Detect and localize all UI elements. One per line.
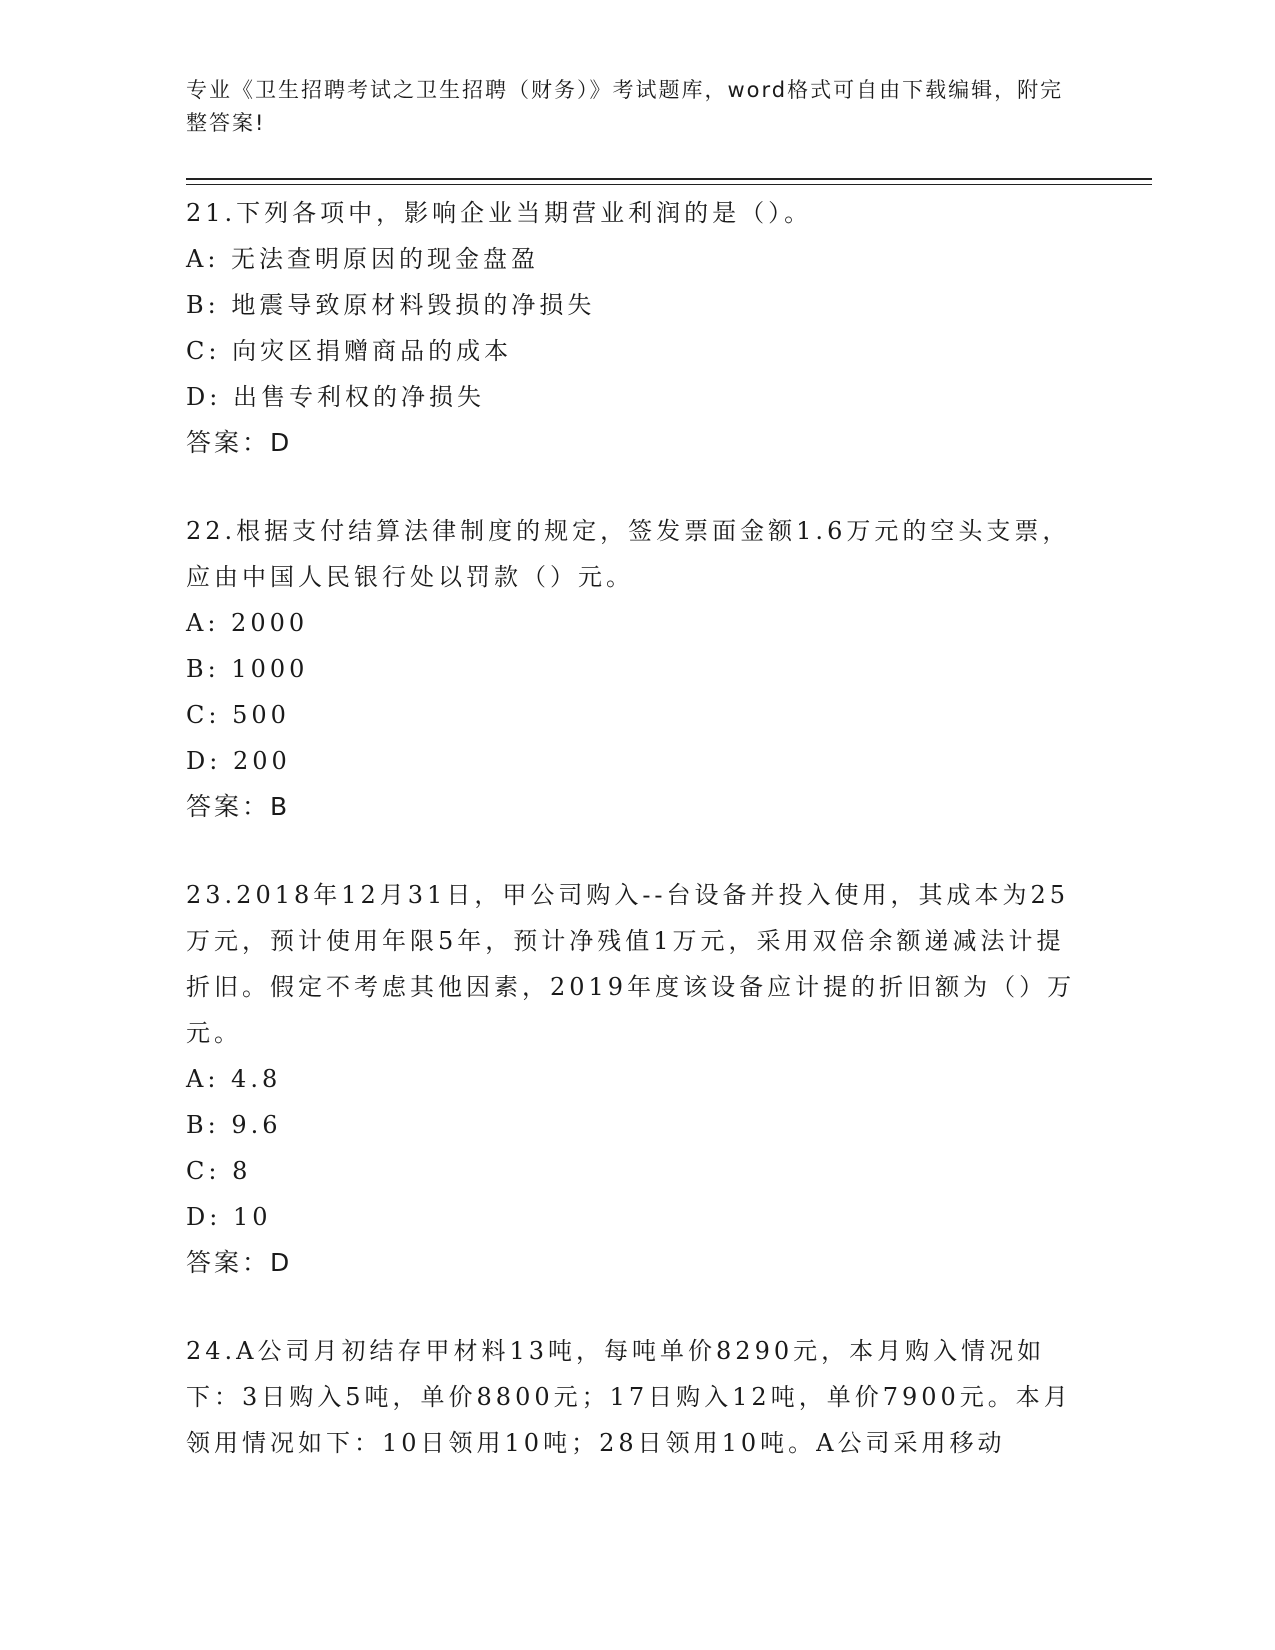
question-22 — [186, 508, 1086, 830]
question-21 — [186, 190, 1086, 466]
option-c: C: 8 — [186, 1157, 252, 1185]
option-c: C: 向灾区捐赠商品的成本 — [186, 337, 513, 365]
question-23 — [186, 872, 1086, 1286]
question-text: 22.根据支付结算法律制度的规定，签发票面金额1.6万元的空头支票，应由中国人民银行处以罚款（）元。 — [186, 517, 1071, 591]
document-header: 专业《卫生招聘考试之卫生招聘（财务）》考试题库，word格式可自由下载编辑，附完整答案! — [186, 78, 1064, 135]
option-d: D: 10 — [186, 1203, 272, 1231]
option-d: D: 出售专利权的净损失 — [186, 383, 485, 411]
question-list — [186, 190, 1086, 1508]
question-text: 21.下列各项中，影响企业当期营业利润的是（）。 — [186, 199, 813, 227]
question-24 — [186, 1328, 1086, 1466]
answer: 答案：B — [186, 792, 291, 821]
option-c: C: 500 — [186, 701, 290, 729]
header-divider-thick — [186, 178, 1152, 180]
header-divider-thin — [186, 184, 1152, 185]
option-d: D: 200 — [186, 747, 291, 775]
answer: 答案：D — [186, 428, 293, 457]
option-b: B: 1000 — [186, 655, 309, 683]
option-a: A: 4.8 — [186, 1065, 282, 1093]
question-text: 23.2018年12月31日，甲公司购入--台设备并投入使用，其成本为25万元，预计使用年限5年，预计净残值1万元，采用双倍余额递减法计提折旧。假定不考虑其他因素，2019年度该设备应计提的折旧额为（）万元。 — [186, 881, 1076, 1047]
option-a: A: 无法查明原因的现金盘盈 — [186, 245, 540, 273]
option-b: B: 9.6 — [186, 1111, 282, 1139]
option-b: B: 地震导致原材料毁损的净损失 — [186, 291, 596, 319]
question-text: 24.A公司月初结存甲材料13吨，每吨单价8290元，本月购入情况如下：3日购入5吨，单价8800元；17日购入12吨，单价7900元。本月领用情况如下：10日领用10吨；28日领用10吨。A公司采用移动 — [186, 1337, 1072, 1457]
answer: 答案：D — [186, 1248, 293, 1277]
option-a: A: 2000 — [186, 609, 309, 637]
